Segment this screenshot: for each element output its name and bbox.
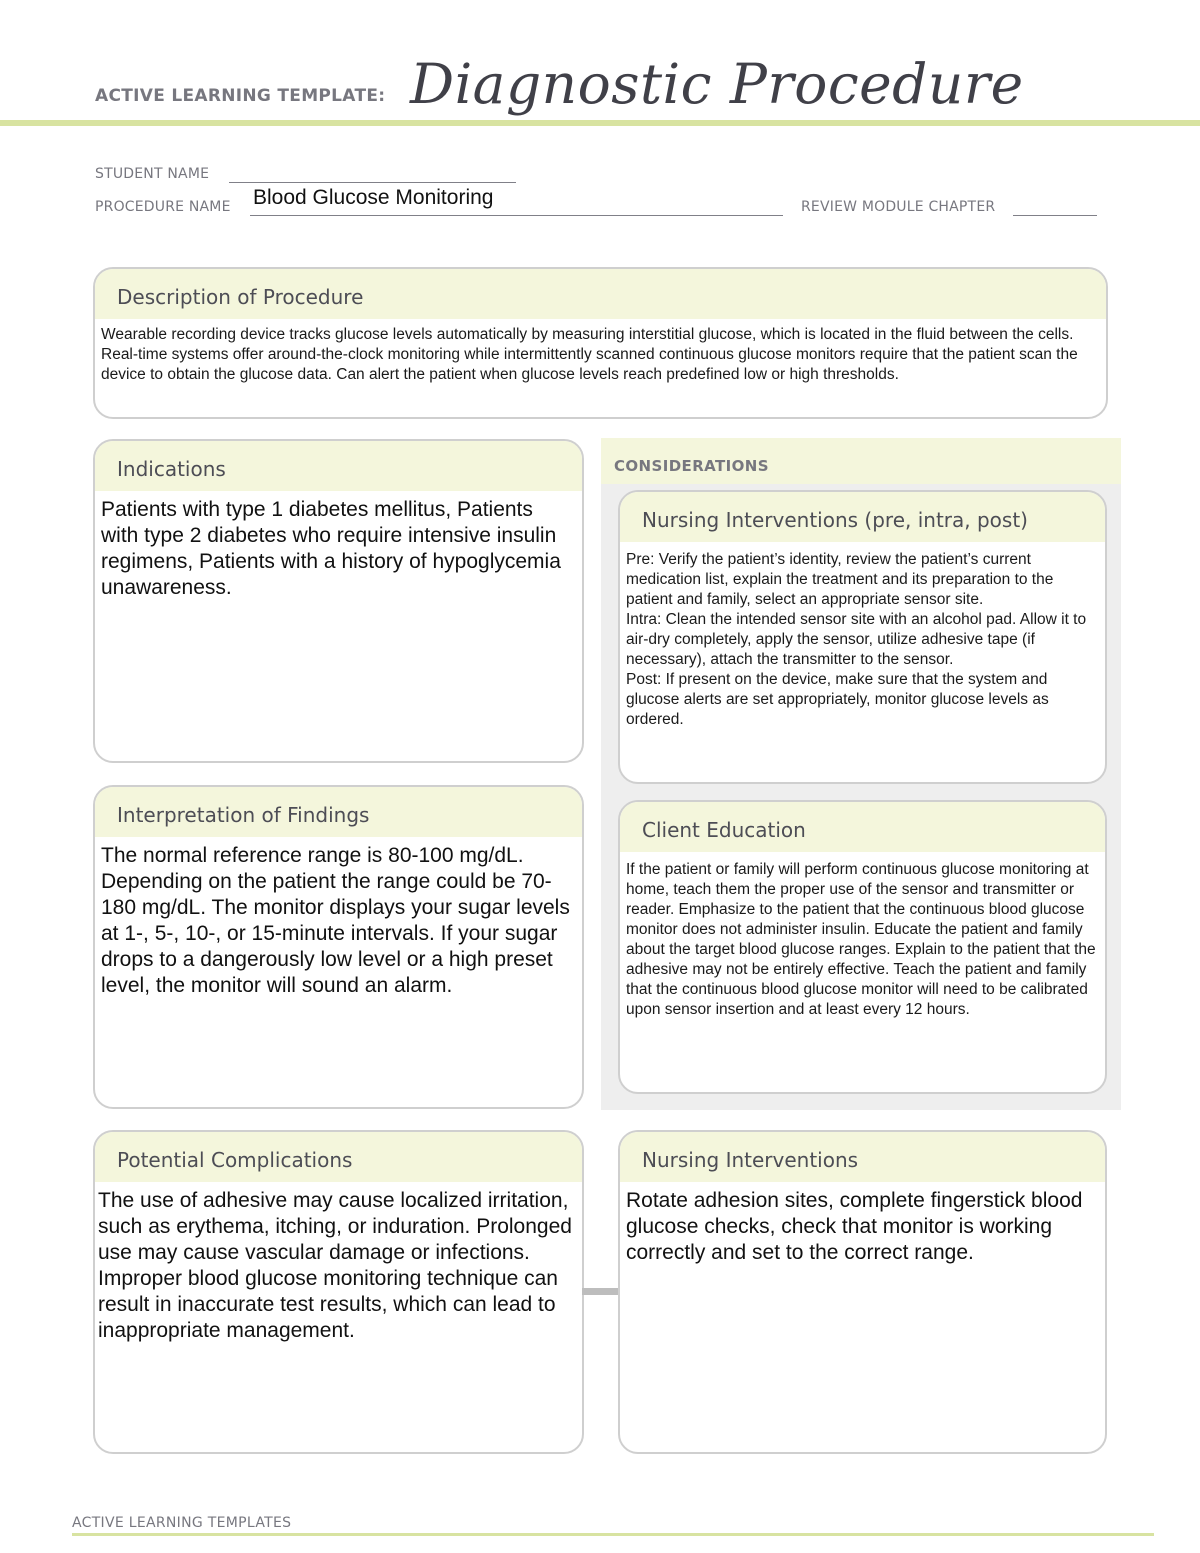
page-title: Diagnostic Procedure [410,52,1024,116]
description-title: Description of Procedure [95,269,1106,319]
interpretation-text: The normal reference range is 80-100 mg/dL. Depending on the patient the range could be 70-180 mg/dL. The monitor displays your sugar levels at 1-, 5-, 10-, or 15-minute intervals. If your sugar drops to a dangerously low level or a high preset level, the monitor will sound an alarm. [101,844,570,997]
complications-title: Potential Complications [95,1132,582,1182]
student-name-field[interactable] [229,164,516,183]
student-name-label: STUDENT NAME [95,166,210,182]
footer-label: ACTIVE LEARNING TEMPLATES [72,1515,292,1531]
complications-text: The use of adhesive may cause localized irritation, such as erythema, itching, or induration. Prolonged use may cause vascular damage or infections. Improper blood glucose monitoring technique can result in inaccurate test results, which can lead to inappropriate management. [98,1189,572,1342]
nursing-interventions-text: Rotate adhesion sites, complete fingerstick blood glucose checks, check that monitor is working correctly and set to the correct range. [626,1189,1083,1264]
indications-title: Indications [95,441,582,491]
nursing-pre-intra-post-box [618,490,1107,784]
connector-bar [582,1288,620,1295]
interpretation-box [93,785,584,1109]
description-text: Wearable recording device tracks glucose levels automatically by measuring interstitial glucose, which is located in the fluid between the cells. Real-time systems offer around-the-clock monitoring while intermittently scanned continuous glucose monitors require that the patient scan the device to obtain the glucose data. Can alert the patient when glucose levels reach predefined low or high thresholds. [101,326,1078,383]
review-module-field[interactable] [1013,197,1097,216]
nursing-post-text: Post: If present on the device, make sure that the system and glucose alerts are set appropriately, monitor glucose levels as ordered. [626,671,1049,728]
indications-text: Patients with type 1 diabetes mellitus, Patients with type 2 diabetes who require intensive insulin regimens, Patients with a history of hypoglycemia unawareness. [101,498,561,599]
client-education-box [618,800,1107,1094]
considerations-title: CONSIDERATIONS [614,457,769,475]
indications-box [93,439,584,763]
nursing-pre-intra-post-body [620,542,1105,730]
procedure-name-label: PROCEDURE NAME [95,199,231,215]
description-box [93,267,1108,419]
template-label: ACTIVE LEARNING TEMPLATE: [95,86,386,106]
interpretation-title: Interpretation of Findings [95,787,582,837]
client-education-text: If the patient or family will perform continuous glucose monitoring at home, teach them the proper use of the sensor and transmitter or reader. Emphasize to the patient that the continuous blood glucose monitor does not administer insulin. Educate the patient and family about the target blood glucose ranges. Explain to the patient that the adhesive may not be entirely effective. Teach the patient and family that the continuous blood glucose monitor will need to be calibrated upon sensor insertion and at least every 12 hours. [626,861,1096,1018]
complications-box [93,1130,584,1454]
nursing-intra-text: Intra: Clean the intended sensor site with an alcohol pad. Allow it to air-dry completely, apply the sensor, utilize adhesive tape (if necessary), attach the transmitter to the sensor. [626,611,1087,668]
header-rule [0,120,1200,126]
nursing-interventions-box [618,1130,1107,1454]
client-education-title: Client Education [620,802,1105,852]
procedure-name-value: Blood Glucose Monitoring [253,186,494,209]
nursing-interventions-title: Nursing Interventions [620,1132,1105,1182]
footer-rule [72,1533,1154,1536]
nursing-pre-text: Pre: Verify the patient’s identity, review the patient’s current medication list, explain the treatment and its preparation to the patient and family, select an appropriate sensor site. [626,551,1054,608]
review-module-label: REVIEW MODULE CHAPTER [801,199,996,215]
nursing-pre-intra-post-title: Nursing Interventions (pre, intra, post) [620,492,1105,542]
